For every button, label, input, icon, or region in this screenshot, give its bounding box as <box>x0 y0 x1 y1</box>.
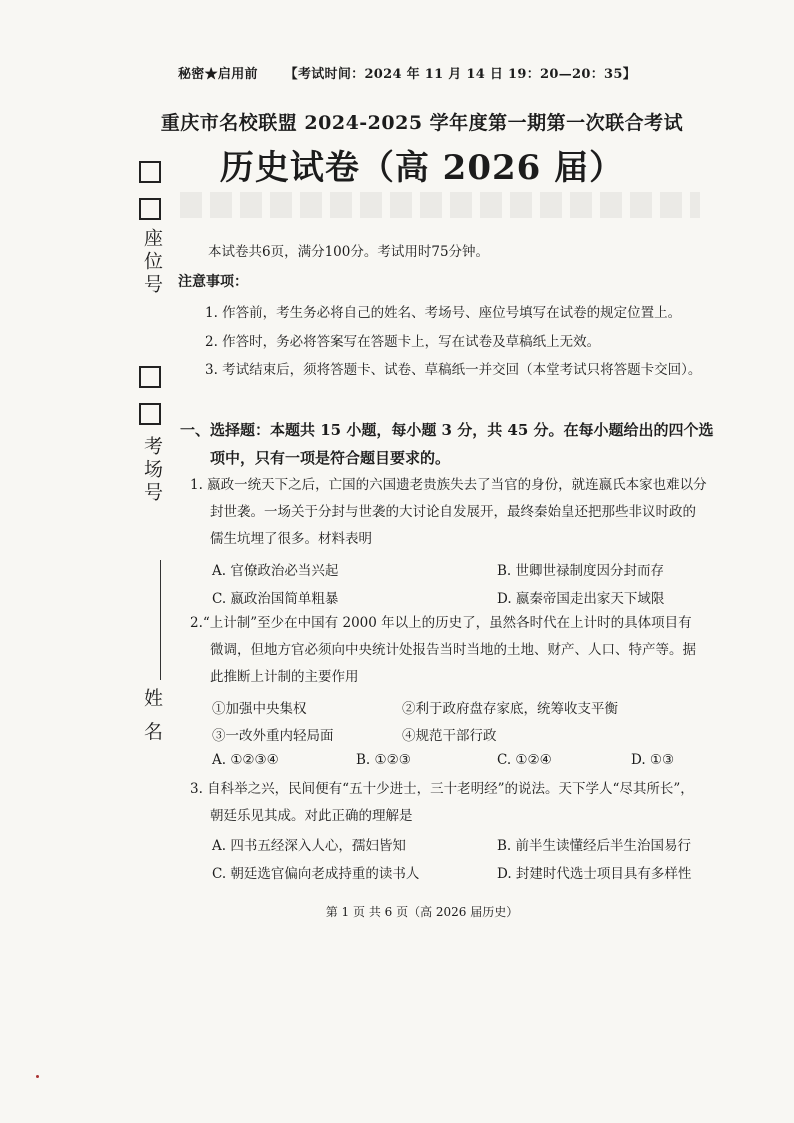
statement-2: ②利于政府盘存家底，统筹收支平衡 <box>402 701 618 717</box>
name-label: 姓 名 <box>141 688 163 745</box>
option-c[interactable]: C. ①②④ <box>497 752 552 768</box>
question-stem-line: 微调，但地方官必须向中央统计处报告当时当地的土地、财产、人口、特产等。据 <box>210 642 696 658</box>
question-stem-line: 封世袭。一场关于分封与世袭的大讨论自发展开，最终秦始皇还把那些非议时政的 <box>210 504 696 520</box>
room-box-1 <box>139 366 161 388</box>
question-stem-line: 此推断上计制的主要作用 <box>210 669 359 685</box>
exam-title: 历史试卷（高 2026 届） <box>219 148 625 188</box>
notice-item: 3. 考试结束后，须将答题卡、试卷、草稿纸一并交回（本堂考试只将答题卡交回）。 <box>205 362 702 378</box>
question-stem-line: 朝廷乐见其成。对此正确的理解是 <box>210 808 413 824</box>
exam-header <box>178 63 636 82</box>
option-c[interactable]: C. 朝廷选官偏向老成持重的读书人 <box>212 866 420 882</box>
page-footer: 第 1 页 共 6 页（高 2026 届历史） <box>325 905 519 919</box>
question-3 <box>190 776 740 830</box>
question-stem-line: 儒生坑埋了很多。材料表明 <box>210 531 372 547</box>
exam-subtitle: 重庆市名校联盟 2024-2025 学年度第一期第一次联合考试 <box>160 112 684 134</box>
section-heading-line: 一、选择题：本题共 15 小题，每小题 3 分，共 45 分。在每小题给出的四个选 <box>180 421 714 439</box>
room-number-label: 考场号 <box>141 436 163 505</box>
question-stem-line: 3. 自科举之兴，民间便有“五十少进士，三十老明经”的说法。天下学人“尽其所长”， <box>190 781 694 797</box>
exam-intro: 本试卷共6页，满分100分。考试用时75分钟。 <box>208 244 490 260</box>
statement-1: ①加强中央集权 <box>212 701 307 717</box>
option-d[interactable]: D. 封建时代选士项目具有多样性 <box>497 866 692 882</box>
seat-box-2 <box>139 198 161 220</box>
question-2 <box>190 610 740 691</box>
secret-mark: 秘密★启用前 <box>178 67 258 82</box>
room-box-2 <box>139 403 161 425</box>
statement-4: ④规范干部行政 <box>402 728 497 744</box>
option-a[interactable]: A. ①②③④ <box>212 752 279 768</box>
option-c[interactable]: C. 嬴政治国简单粗暴 <box>212 591 339 607</box>
option-a[interactable]: A. 官僚政治必当兴起 <box>212 563 339 579</box>
name-write-line[interactable] <box>160 560 161 680</box>
option-a[interactable]: A. 四书五经深入人心，孺妇皆知 <box>212 838 406 854</box>
statement-3: ③一改外重内轻局面 <box>212 728 334 744</box>
seat-number-label: 座位号 <box>141 228 163 297</box>
option-d[interactable]: D. ①③ <box>631 752 675 768</box>
option-b[interactable]: B. 世卿世禄制度因分封而存 <box>497 563 665 579</box>
option-b[interactable]: B. ①②③ <box>356 752 411 768</box>
section-heading-line: 项中，只有一项是符合题目要求的。 <box>210 449 451 467</box>
question-stem-line: 2.“上计制”至少在中国有 2000 年以上的历史了，虽然各时代在上计时的具体项目有 <box>190 615 692 631</box>
notice-title: 注意事项： <box>178 274 248 290</box>
scan-speck <box>36 1075 39 1078</box>
section-heading <box>180 416 740 472</box>
question-1 <box>190 472 740 553</box>
question-stem-line: 1. 嬴政一统天下之后，亡国的六国遗老贵族失去了当官的身份，就连嬴氏本家也难以分 <box>190 477 707 493</box>
notice-item: 2. 作答时，务必将答案写在答题卡上，写在试卷及草稿纸上无效。 <box>205 334 601 350</box>
option-b[interactable]: B. 前半生读懂经后半生治国易行 <box>497 838 692 854</box>
notice-item: 1. 作答前，考生务必将自己的姓名、考场号、座位号填写在试卷的规定位置上。 <box>205 305 682 321</box>
bleed-through-text <box>180 192 700 218</box>
option-d[interactable]: D. 嬴秦帝国走出家天下域限 <box>497 591 665 607</box>
exam-time: 【考试时间：2024 年 11 月 14 日 19：20—20：35】 <box>284 67 637 82</box>
